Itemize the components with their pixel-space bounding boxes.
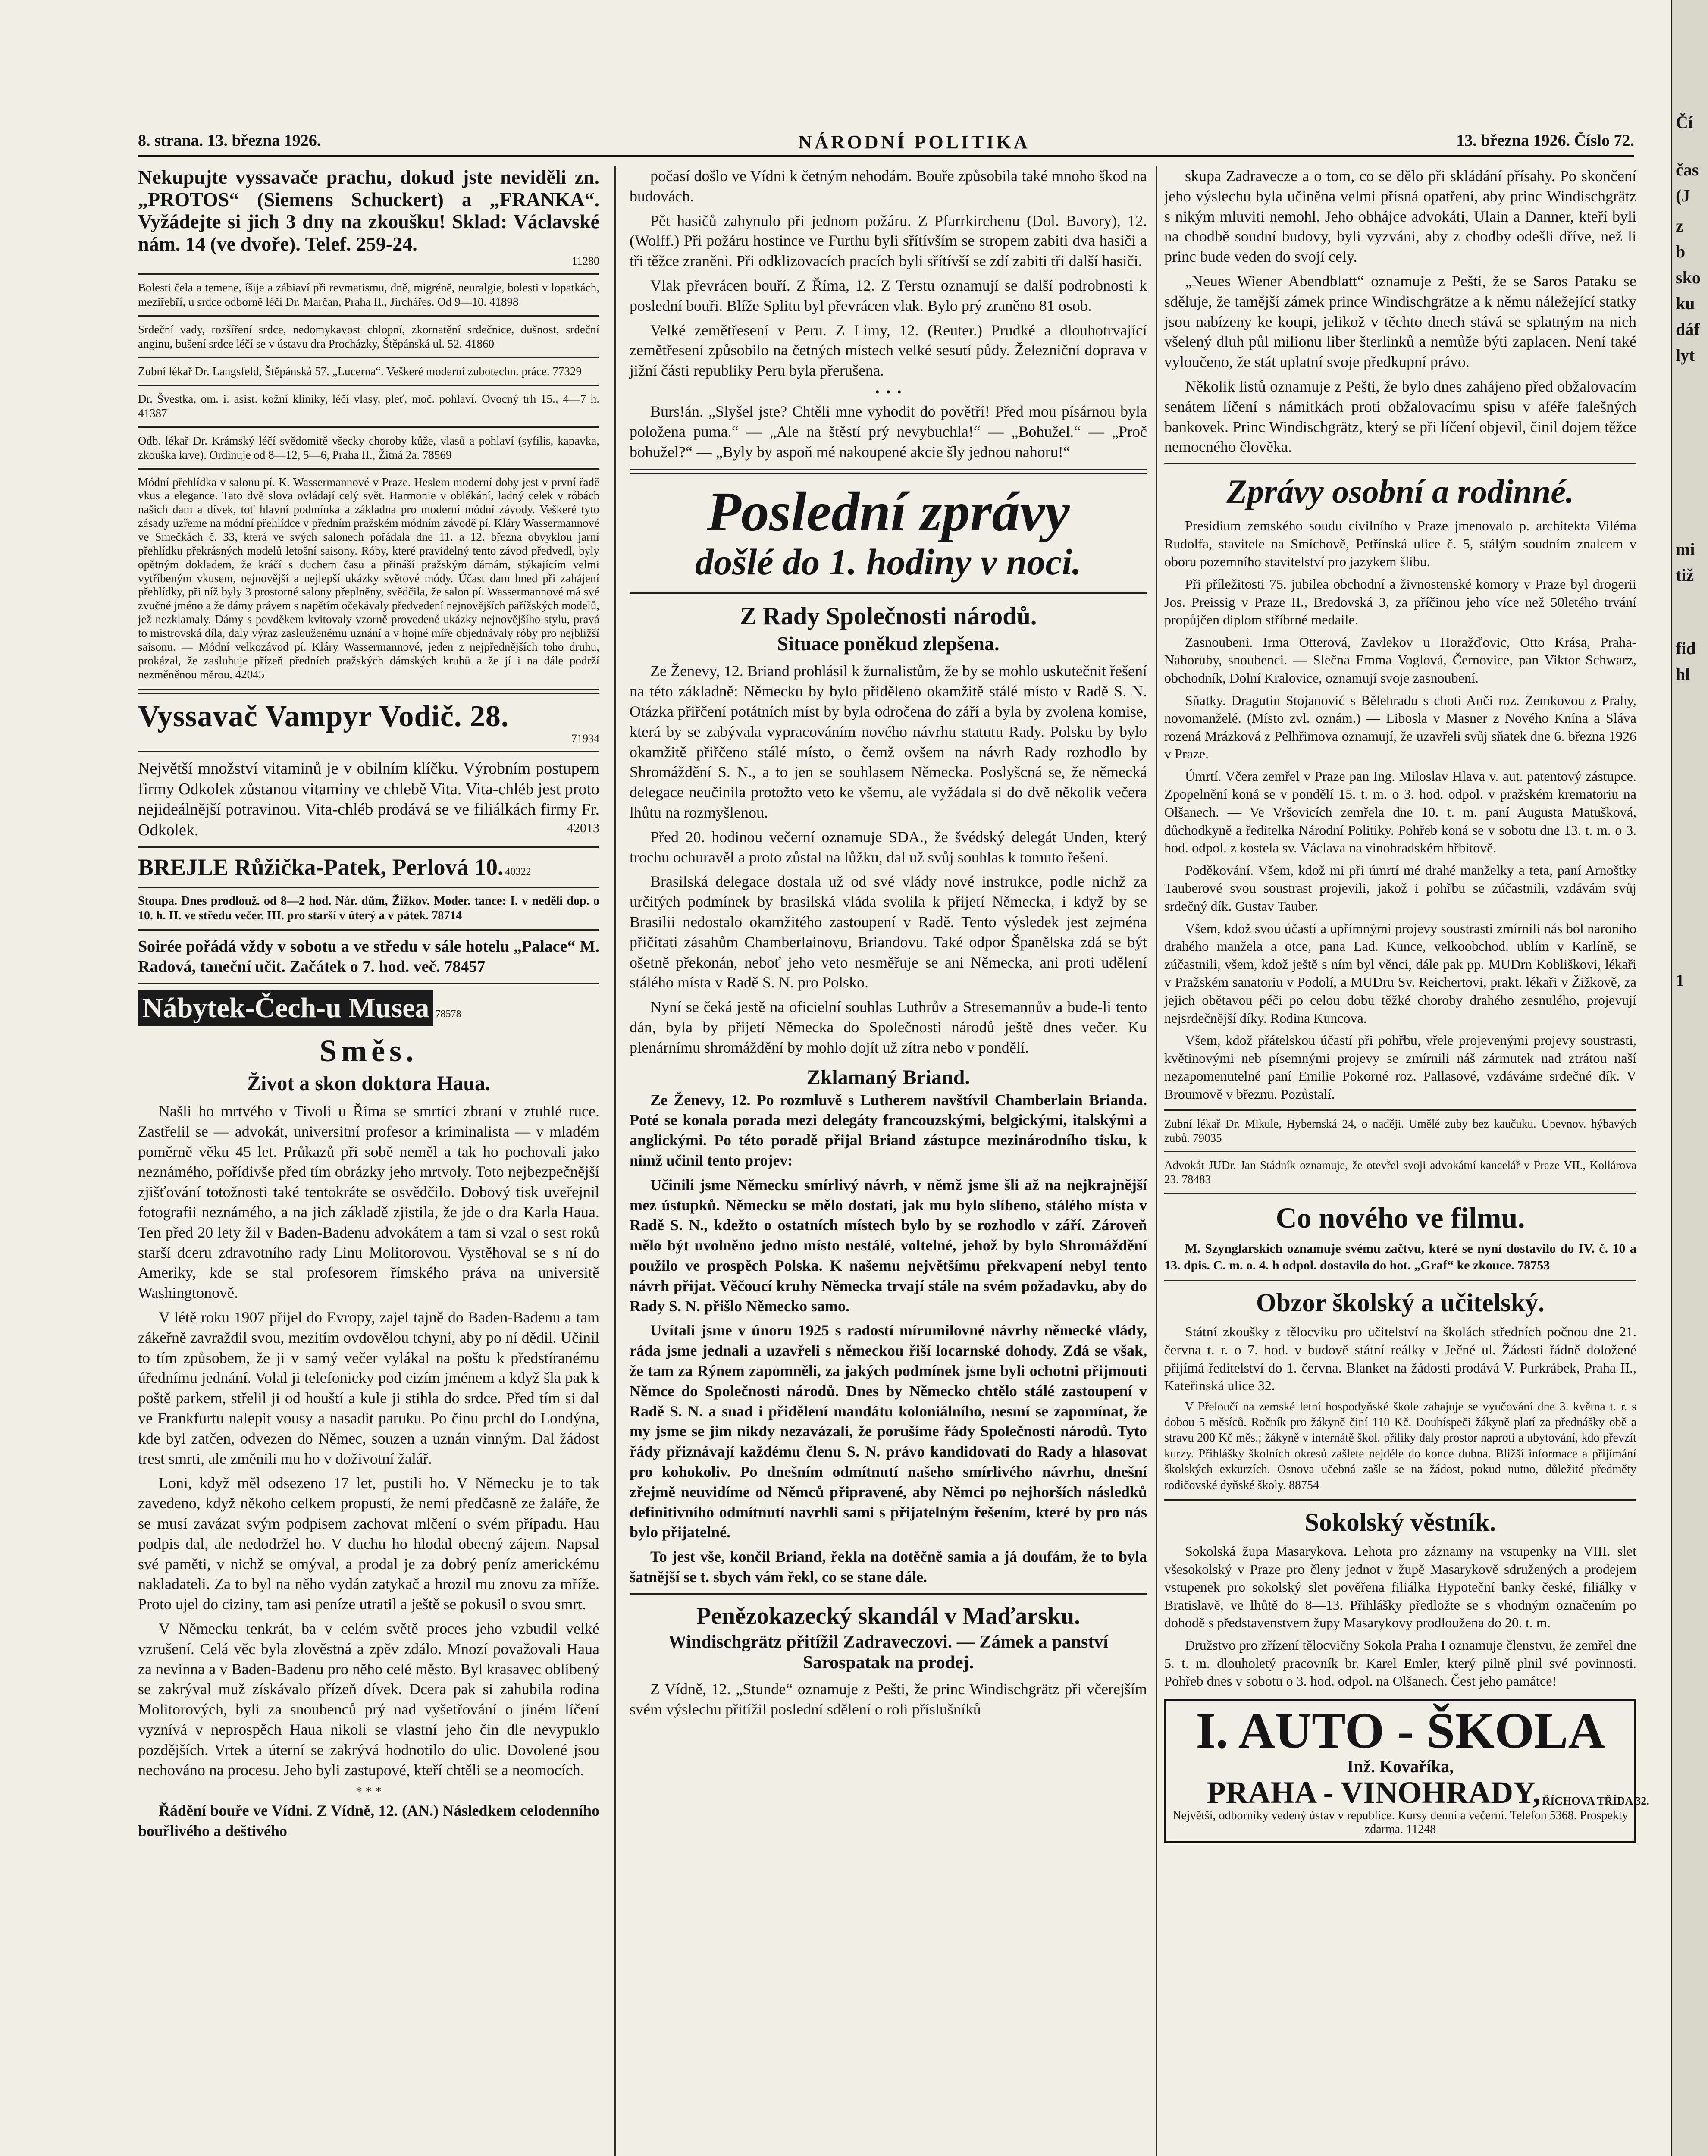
fragment-6: ku xyxy=(1676,294,1695,313)
co-noveho-title: Co nového ve filmu. xyxy=(1276,1201,1525,1235)
rule xyxy=(138,751,599,752)
double-rule xyxy=(138,689,599,694)
ad-vampyr-code: 71934 xyxy=(571,732,599,745)
news-paragraph: počasí došlo ve Vídni k četným nehodám. Bouře způsobila také mnoho škod na budovách. xyxy=(630,167,1147,205)
auto-skola-owner: Inž. Kovaříka, xyxy=(1347,1756,1454,1776)
rule xyxy=(1164,1280,1636,1281)
penezokazecky-title: Penězokazecký skandál v Maďarsku. xyxy=(696,1602,1081,1630)
ad-salon-wassermann: Módní přehlídka v salonu pí. K. Wassermannové v Praze. Heslem moderní doby jest v první řadě vkus a elegance. Tato dvě slova ovládají celý svět. Harmonie v oblékání, ladný celek v róbách našich dam a dívek, toť hlavní podmínka a základna pro moderní módní závody. Veškeré tyto zásady uzřeme na módní přehlídce v předním pražském módním závodě pí. Kláry Wassermannové ve Smečkách č. 33, která ve svých salonech pořádala dne 11. a 12. března obvyklou jarní přehlídku překrásných modelů letošní saisony. Róby, které pravidelný tento závod předvedl, byly opětným dokladem, že kráčí s duchem času a přináší pražským dámám, stýkajícím velmi vytříbeným vkusem, nejnovější a nejlepší ukázky světové módy. Účast dam hned při zahájení přehlídky, při níž byly 3 prostorné salony přeplněny, svědčila, že salon pí. Wassermannové má své zvučné jméno a že dámy právem s napětím očekávaly předvedení nejnovějších pařížských modelů, jež nezklamaly. Dámy s povděkem kvitovaly vzorně provedené ukázky nejnovějšího stylu, pravá to mistrovská díla, daly výraz zaslouženému uznání a v hojné míře objednávaly róby pro nejbližší saisonu. — Módní velkozávod pí. Kláry Wassermannové, jeden z nejpřednějších toho druhu, prokázal, že zasluhuje přízeň předních pražských dámských kruhů a že jí i na dále podrží nezměněnou měrou. 42045 xyxy=(138,475,599,681)
page-header xyxy=(138,129,1634,157)
zpravy-paragraph: Sňatky. Dragutin Stojanović s Bělehradu s choti Anči roz. Zemkovou z Prahy, novomanželé. (Místo zvl. oznám.) — Libosla v Masner z Nového Knína a Sláva rozená Mrázková z Pelhřimova oznamují, že uzavřeli svůj sňatek dne 6. března 1926 v Praze. xyxy=(1164,692,1636,762)
ad-vampyr: Vyssavač Vampyr Vodič. 28. xyxy=(138,699,509,733)
auto-skola-info: Největší, odborníky vedený ústav v republice. Kursy denní a večerní. Telefon 5368. Prospekty zdarma. 11248 xyxy=(1172,1809,1628,1836)
rule xyxy=(630,592,1147,594)
posledni-zpravy-banner xyxy=(630,483,1147,582)
masthead-title: NÁRODNÍ POLITIKA xyxy=(798,132,1030,153)
smes-paragraph: Našli ho mrtvého v Tivoli u Říma se smrtící zbraní v ztuhlé ruce. Zastřelil se — advokát, universitní profesor a kriminalista — v mladém poměrně věku 45 let. Průkazů při sobě neměl a tak ho pochovali jako neznámého, pořídivše před tím obrázky jeho mrtvoly. Toto nejbezpečnější zjišťování totožnosti také tentokráte se osvědčilo. Dobový tisk uveřejnil fotografii neznámého, a na jich základě zjistila, že jde o dra Karla Haua. Ten před 20 lety žil v Baden-Badenu advokátem a tam si vzal o sest roků starší dceru zdravotního rady Linu Molitorovou. Vystěhoval se s ní do Ameriky, kde se stal profesorem římského práva na universitě Washingtonově. xyxy=(138,1103,599,1302)
news-paragraph: Několik listů oznamuje z Pešti, že bylo dnes zahájeno před obžalovacím senátem líčení s námitkách proti obžalovacímu spisu v aféře falešných bankovek. Princ Windischgrätz, který se při líčení objevil, činil dojem těžce nemocného člověka. xyxy=(1164,377,1636,456)
smes-subtitle: Život a skon doktora Haua. xyxy=(247,1072,491,1095)
smes-last-paragraph: Řádění bouře ve Vídni. Z Vídně, 12. (AN.) Následkem celodenního bouřlivého a deštivého xyxy=(138,1802,599,1840)
zklamany-paragraph: To jest vše, končil Briand, řekla na dotěčně samia a já doufám, že to byla šatnější se t. sbych vám řekl, co se stane dále. xyxy=(630,1548,1147,1586)
column-divider-1 xyxy=(614,166,616,2156)
rule xyxy=(630,1593,1147,1595)
rada-paragraph: Před 20. hodinou večerní oznamuje SDA., že švédský delegát Unden, který trochu ochuravěl a proto zůstal na lůžku, dal už svůj souhlas k tomuto řešení. xyxy=(630,828,1147,866)
fragment-8: lyt xyxy=(1676,345,1695,365)
fragment-4: b xyxy=(1676,242,1686,261)
zpravy-paragraph: Úmrtí. Včera zemřel v Praze pan Ing. Miloslav Hlava v. aut. patentový zástupce. Zpopelnění koná se v pondělí 15. t. m. o 3. hod. odpol. v pražském krematoriu na Olšanech. — Ve Vršovicích zemřela dne 10. t. m. paní Augusta Matušková, důchodkyně a ředitelka Národní Politiky. Pohřeb koná se v sobotu dne 13. t. m. o 3. hod. odpol. z kostela sv. Václava na vinohradském hřbitově. xyxy=(1164,768,1636,856)
news-paragraph: Vlak převrácen bouří. Z Říma, 12. Z Terstu oznamují se další podrobnosti k poslední bouři. Blíže Splitu byl převrácen vlak. Bylo prý zraněno 81 osob. xyxy=(630,276,1147,314)
zklamany-title: Zklamaný Briand. xyxy=(806,1065,970,1089)
column-2 xyxy=(630,166,1147,2156)
rule xyxy=(138,426,599,428)
rule xyxy=(138,887,599,888)
fragment-1: čas xyxy=(1676,160,1699,179)
fragment-13: 1 xyxy=(1676,971,1684,990)
fragment-5: sko xyxy=(1676,268,1701,287)
ad-brejle: BREJLE Růžička-Patek, Perlová 10. 40322 xyxy=(138,854,531,880)
ad-bolesti: Bolesti čela a temene, íšije a zábiaví při revmatismu, dně, migréně, neuralgie, bolesti v lopatkách, meziřebří, u srdce odborně léčí Dr. Marčan, Praha II., Jirchářes. Od 9—10. 41898 xyxy=(138,281,599,309)
smes-paragraph: Loni, když měl odsezeno 17 let, pustili ho. V Německu je to tak zavedeno, když někoho celkem propustí, že nemí předčasně ze žaláře, že se musí zavázat svým podpisem zachovat mlčení o svém případu. Hau podpis dal, ale nedodržel ho. V duchu ho hlodal obecný zájem. Napsal své paměti, v nichž se omýval, a prodal je za dobrý peníz americkému nakladateli. Za to byl na něho vydán zatykač a hrozil mu znovu za mříže. Proto ujel do ciziny, tam asi peníze utratil a ještě se pokusil o svou smrt. xyxy=(138,1474,599,1613)
rule xyxy=(1164,1109,1636,1111)
header-date-right: 13. března 1926. Číslo 72. xyxy=(1456,132,1634,150)
ad-srdecni: Srdeční vady, rozšíření srdce, nedomykavost chlopní, zkornatění srdečnice, dušnost, srdeční anginu, bušení srdce léčí se v ústavu dra Procházky, Štěpánská ul. 52. 41860 xyxy=(138,323,599,350)
rada-paragraph: Brasilská delegace dostala už od své vlády nové instrukce, podle nichž za určitých podmínek by brasilská vláda svolila k přijetí Německa, i když by se Brasilii nedostalo okamžitého zastoupení v Radě. Tento výsledek jest zejména přičítati zásahům Chamberlainovu, Briandovu. Také odpor Španělska zdá se být ošetně překonán, neboť jeho veto nesměřuje se ani Německa, ani proti udělení stálého místa v Radě S. N. pro Polsko. xyxy=(630,873,1147,991)
zklamany-paragraph: Učinili jsme Německu smírlivý návrh, v němž jsme šli až na nejkrajnější mez ústupků. Německu se mělo dostati, jak mu bylo slíbeno, stálého místa v Radě S. N., kdežto o ostatních místech bylo by se rozhodlo v září. Zároveň mělo být uvolněno jedno místo nestálé, voltelné, jehož by bylo Shromáždění použilo ve prospěch Polska. K našemu největšímu překvapení nebyl tento návrh přijat. Věčoucí kruhy Německa trvají stále na svém požadavku, aby do Rady S. N. přišlo Německo samo. xyxy=(630,1176,1147,1315)
rada-paragraph: Nyní se čeká jestě na oficielní souhlas Luthrův a Stresemannův a bude-li tento dán, byla by přijetí Německa do Společnosti národů ještě dnes večer. Ku plenárnímu shromáždění by mohlo dojít už zítra nebo v pondělí. xyxy=(630,998,1147,1056)
rule xyxy=(1164,1499,1636,1501)
penezokazecky-paragraph: Z Vídně, 12. „Stunde“ oznamuje z Pešti, že princ Windischgrätz při včerejším svém výslechu přitížil poslední sdělení o roli příslušníků xyxy=(630,1680,1147,1718)
column-divider-2 xyxy=(1156,166,1157,2156)
ad-zubni-lekar: Zubní lékař Dr. Langsfeld, Štěpánská 57. „Lucerna“. Veškeré moderní zubotechn. práce. 77329 xyxy=(138,364,582,378)
ad-protos: Nekupujte vyssavače prachu, dokud jste neviděli zn. „PROTOS“ (Siemens Schuckert) a „FRANKA“. Vyžádejte si jich 3 dny na zkoušku! Sklad: Václavské nám. 14 (ve dvoře). Telef. 259-24. 11280 xyxy=(138,166,599,268)
news-paragraph: Pět hasičů zahynulo při jednom požáru. Z Pfarrkirchenu (Dol. Bavory), 12. (Wolff.) Při požáru hostince ve Furthu byli sřítívším se stropem zabiti dva hasiči a tři těžce zraněni. Při odklizovacích pracích byli sřítívší se zdí zabiti tři další hasiči. xyxy=(630,212,1147,270)
obzor-paragraph: V Přeloučí na zemské letní hospodyňské škole zahajuje se vyučování dne 3. května t. r. s dobou 5 měsíců. Ročník pro žákyně činí 110 Kč. Doubíspeči žákyně platí za přednášky obě a stravu 200 Kč měs.; žákyně v internátě škol. přiliky daly prostor naproti a ubytování, kdo převzít kurzy. Přihlášky školních okresů zašlete nejdéle do konce dubna. Bližší informace a přijímání školských exkurzích. Osnova učebná zašle se na žádost, pokud nutno, důležité předměty rodičovské dyňské školy. 88754 xyxy=(1164,1400,1636,1492)
smes-title: Směs. xyxy=(320,1034,418,1069)
fragment-0: Čí xyxy=(1676,113,1693,132)
zpravy-paragraph: Presidium zemského soudu civilního v Praze jmenovalo p. architekta Viléma Rudolfa, stavitele na Smíchově, Petřínská ulice č. 5, stálým soudním znalcem v oboru pozemního stavitelství pro jazykem šlibu. xyxy=(1164,518,1636,570)
fragment-12: hl xyxy=(1676,664,1690,684)
rada-paragraph: Ze Ženevy, 12. Briand prohlásil k žurnalistům, že by se mohlo uskutečnit řešení na této základně: Německu by bylo přiděleno okamžitě stálé místo v Radě S. N. Otázka přiřčení potátních míst by byla odročena do září a byla by zvolena komise, která by se zabývala vypracováním nového návrhu statutu Rady. Polsku by bylo okamžitě přiřčeno stálé místo, o čemž ovšem na návrh Rady rozhodlo by Shromáždění S. N., a to jen se souhlasem Německa. Poslyšcná se, že německá delegace neučinila protožto veto ke všemu, ale vyžádala si do dvě několik večera lhůtu na rozmyšlenou. xyxy=(630,662,1147,821)
fragment-9: mi xyxy=(1676,539,1695,559)
fragment-3: z xyxy=(1676,216,1683,235)
auto-skola-title: I. AUTO - ŠKOLA xyxy=(1196,1702,1605,1759)
news-paragraph: skupa Zadraveczе a o tom, co se dělo při skládání přísahy. Po skončení jeho výslechu byla učiněna velmi přísná opatření, aby princ Windischgrätz s nikým mluviti nemohl. Jeho obhájce advokáti, Ulain a Danner, kteří byli na chodbě soudní budovy, byli vyzváni, aby z chodby odešli dříve, než li princ bude veden do svojí cely. xyxy=(1164,167,1636,266)
rule xyxy=(1164,1151,1636,1152)
ad-nabytek: Nábytek-Čech-u Musea 78578 xyxy=(138,990,599,1026)
column-3 xyxy=(1164,166,1649,2156)
rule xyxy=(138,273,599,275)
smes-paragraph: V Německu tenkrát, ba v celém světě proces jeho vzbudil velké vzrušení. Celá věc byla zlověstná a zpěv zdálo. Mnozí považovali Haua za nevinna a v Baden-Badenu pro něho celé město. Byl krasavec oblíbený se zakrýval muž získávalo přízeň dívek. Dcera pak si zahubila rodina Molitorových, byli za snoubenců prý nad vyšetřování o jiném líčení vyznívá v neprospěch Haua nikoli se vlastní jeho čin dle nevypuklo pozdějších. Vrtek a úterní se zakrývá hodnotilo do ulic. Dovolené jsou nechováno na procesu. Jeho byli zastupové, kteří chtěli se a neomocích. xyxy=(138,1620,599,1779)
rule xyxy=(138,929,599,931)
sokolsky-paragraph: Sokolská župa Masarykova. Lehota pro záznamy na vstupenky na VIII. slet všesokolský v Praze pro členy jednot v župě Masarykově sdružených a prodejem vstupenek pro sokolský slet pověřena filiálka Hypoteční banky české, filiálky v Bratislavě, ve lhůtě do 8—13. Přihlášky předložte se s vhodným označením po dohodě s představenstvem župy Masarykovy prodloužena do 20. t. m. xyxy=(1164,1543,1636,1631)
zpravy-paragraph: Všem, kdož přátelskou účastí při pohřbu, vřele projevenými projevy soustrasti, květinovými neb písemnými projevy se zmírnili náš zármutek nad ztrátou naší nezapomenutelné paní Emilie Pokorné roz. Pallasové, vzdáváme srdečné dík. V Broumově v březnu. Pozůstalí. xyxy=(1164,1032,1636,1102)
film-paragraph: M. Szynglarskich oznamuje svému začtvu, které se nyní dostavilo do IV. č. 10 a 13. dpis. C. m. o. 4. h odpol. dostavilo do hot. „Graf“ ke zkouce. 78753 xyxy=(1164,1241,1636,1273)
ad-auto-skola xyxy=(1164,1699,1649,1843)
ad-mikule: Zubní lékař Dr. Mikule, Hybernská 24, o naději. Umělé zuby bez kaučuku. Upevnov. hýbavých zubů. 79035 xyxy=(1164,1117,1636,1144)
obzor-title: Obzor školský a učitelský. xyxy=(1256,1288,1545,1317)
rada-title: Z Rady Společnosti národů. xyxy=(740,602,1037,630)
obzor-paragraph: Státní zkoušky z tělocviku pro učitelství na školách středních počnou dne 21. června t. r. o 7. hod. v budově státní reálky v Ječné ul. Žádosti řádně doložené přijímá ředitelství do 1. června. Blanket na žádosti prodává V. Purkrábek, Praha II., Kateřinská ulice 32. xyxy=(1164,1324,1636,1394)
fragment-10: tiž xyxy=(1676,565,1694,585)
adjacent-page-edge xyxy=(1671,0,1708,2156)
ad-stadnik: Advokát JUDr. Jan Stádník oznamuje, že otevřel svoji advokátní kancelář v Praze VII., Kollárova 23. 78483 xyxy=(1164,1159,1636,1186)
zpravy-paragraph: Všem, kdož svou účastí a upřímnými projevy soustrasti zmírnili nás bol naroniho drahého manžela a otce, pana Lad. Kunce, velkoobchod. ublím v Karlíně, se zúčastnili, všem, kdož ještě s ním byl věnci, dále pak pp. MUDrn Kobliškovi, lékaři v Pražském sanatoriu v Podolí, a MUDru Sv. Reichertovi, prakt. lékaři v Žižkově, za jejich obětavou péči po celou dobu těžké choroby drahého zesnulého, projevují nejsrdečnější díky. Rodina Kuncova. xyxy=(1164,920,1636,1026)
dot-ornament-icon: • • • xyxy=(875,385,902,399)
auto-skola-address: PRAHA - VINOHRADY, ŘÍCHOVA TŘÍDA 32. xyxy=(1207,1775,1649,1810)
sokolsky-title: Sokolský věstník. xyxy=(1304,1508,1496,1537)
rule xyxy=(138,846,599,848)
smes-paragraph: V létě roku 1907 přijel do Evropy, zajel tajně do Baden-Badenu a tam zákeřně zavraždil svou, mezitím ovdovělou tchyni, aby po ní dědil. Učinil to tím způsobem, že ji v samý večer vylákal na poštu k předstíranému úřednímu jednání. Volal ji telefonicky pod cizím jménem a když šla pak k poště parkem, střelil ji od houští a kule ji stihla do srdce. Před tím si dal ve Frankfurtu nalepit vousy a nasadit paruku. Po činu prchl do Londýna, kde byl zatčen, odvezen do Němec, souzen a uznán vinným. Dal žádost trest smrti, ale změnili mu ho v doživotní žalář. xyxy=(138,1309,599,1467)
rule xyxy=(138,468,599,470)
rule xyxy=(138,357,599,358)
ad-svestka: Dr. Švestka, om. i. asist. kožní kliniky, léčí vlasy, pleť, moč. pohlaví. Ovocný trh 15., 4—7 h. 41387 xyxy=(138,392,599,420)
rule xyxy=(138,385,599,386)
news-paragraph: Velké zemětřesení v Peru. Z Limy, 12. (Reuter.) Prudké a dlouhotrvající zemětřesení způsobilo na četných místech velké sesutí půdy. Železniční doprava v jižní části republiky Peru byla přerušena. xyxy=(630,321,1147,379)
fragment-7: dáf xyxy=(1676,320,1700,339)
zpravy-osobni-title: Zprávy osobní a rodinné. xyxy=(1226,473,1574,511)
double-rule xyxy=(630,469,1147,474)
fragment-11: fid xyxy=(1676,639,1696,658)
zpravy-paragraph: Poděkování. Všem, kdož mi při úmrtí mé drahé manželky a teta, paní Arnoštky Tauberové svou soustrast projevili, jakož i pohřbu se zúčastnili, vzdávám svůj srdečný dík. Gustav Tauber. xyxy=(1164,862,1636,914)
ad-soiree: Soirée pořádá vždy v sobotu a ve středu v sále hotelu „Palace“ M. Radová, taneční učit. Začátek o 7. hod. več. 78457 xyxy=(138,937,599,976)
zklamany-paragraph: Uvítali jsme v únoru 1925 s radostí mírumilovné návrhy německé vlády, ráda jsme jednali a uzavřeli s německou řiší locarnské dohody. Zdá se však, že tam za Rýnem zapomněli, za jakých podmínek jsme byli ochotni přijmouti Němce do Společnosti národů. Dnes by Německo chtělo stálé zastoupení v Radě S. N. a snad i přidělení mandátu koloniálního, nesmí se zapomínat, že my jsme se jim nikdy nezavázali, že porušíme řády Společnosti národů. Tyto řády přiznávají každému členu S. N. právo kandidovati do Rady a hlasovat pro kohokoliv. Po dnešním odmítnutí našeho smírlivého návrhu, dnešní zřejmě neuvidíme od Němců připravené, aby Němci po nejhorších následků definitivního odmítnutí navrhli sami s přijatelným řešením, které by pro nás bylo přijatelné. xyxy=(630,1322,1147,1541)
joke-paragraph: Burs!án. „Slyšel jste? Chtěli mne vyhodit do povětří! Před mou písárnou byla položena puma.“ — „Ale na štěstí prý nevybuchla!“ — „Bohužel.“ — „Proč bohužel?“ — „Byly by aspoň mé nakoupené akcie šly jednou nahoru!“ xyxy=(630,402,1147,461)
asterisk-ornament-icon: * * * xyxy=(356,1784,382,1799)
ad-vita: Největší množství vitaminů je v obilním klíčku. Výrobním postupem firmy Odkolek zůstanou vitaminy ve chlebě Vita. Vita-chléb jest proto nejideálnější potravinou. Vita-chléb prodává se ve filiálkách firmy Fr. Odkolek. 42013 xyxy=(138,759,599,839)
header-date-left: 8. strana. 13. března 1926. xyxy=(138,132,321,150)
zklamany-paragraph: Ze Ženevy, 12. Po rozmluvě s Lutherem navštívil Chamberlain Brianda. Poté se konala porada mezi delegáty francouzskými, belgickými, italskými a anglickými. Po této poradě přijal Briand zástupce mezinárodního tisku, k nimž učinil tento projev: xyxy=(630,1091,1147,1169)
ad-stoupa: Stoupa. Dnes prodlouž. od 8—2 hod. Nár. dům, Žižkov. Moder. tance: I. v neděli dop. o 10. h. II. ve středu večer. III. pro starší v úterý a v pátek. 78714 xyxy=(138,894,599,923)
ad-kramsky: Odb. lékař Dr. Krámský léčí svědomitě všecky choroby kůže, vlasů a pohlaví (syfilis, kapavka, zkouška krve). Ordinuje od 8—12, 5—6, Praha II., Žitná 2a. 78569 xyxy=(138,434,599,461)
posledni-zpravy-title: Poslední zprávy xyxy=(707,481,1070,543)
rada-subtitle: Situace poněkud zlepšena. xyxy=(777,633,1000,655)
news-paragraph: „Neues Wiener Abendblatt“ oznamuje z Pešti, že se Saros Pataku se sděluje, že tamější zámek prince Windischgrätze a k němu náležející statky jsou nabízeny ke koupi, jelikož v těchto dnech stává se splatným na nich všelený dluh půl milionu liber šterlinků a nemůže býti zaplacen. Není také vyloučeno, že stát uplatní svoje předkupní právo. xyxy=(1164,272,1636,371)
rule xyxy=(1164,1193,1636,1194)
fragment-2: (J xyxy=(1676,186,1690,205)
zpravy-paragraph: Při příležitosti 75. jubilea obchodní a živnostenské komory v Praze byl drogerii Jos. Preissig v Praze II., Bredovská 3, za příčinou jeho více než 50letého trvání propůjčen diplom stříbrné medaile. xyxy=(1164,576,1636,628)
posledni-zpravy-subtitle: došlé do 1. hodiny v noci. xyxy=(695,541,1081,583)
column-1 xyxy=(138,166,599,2156)
zpravy-paragraph: Zasnoubeni. Irma Otterová, Zavlekov u Horažďovic, Otto Krása, Praha-Nahoruby, snoubenci. — Slečna Emma Voglová, Černovice, pan Viktor Schwarz, obchodník, Dolní Kralovice, oznamují svoje zasnoubení. xyxy=(1164,634,1636,686)
rule xyxy=(138,315,599,317)
sokolsky-paragraph: Družstvo pro zřízení tělocvičny Sokola Praha I oznamuje členstvu, že zemřel dne 5. t. m. dlouholetý pracovník br. Karel Emler, který pilně plnil své povinnosti. Pohřeb dnes v sobotu o 3. hod. odpol. na Olšanech. Čest jeho památce! xyxy=(1164,1637,1636,1689)
rule xyxy=(1164,463,1636,464)
rule xyxy=(138,983,599,984)
penezokazecky-subtitle: Windischgrätz přitížil Zadraveczovi. — Zámek a panství Sarospatak na prodej. xyxy=(668,1632,1109,1673)
